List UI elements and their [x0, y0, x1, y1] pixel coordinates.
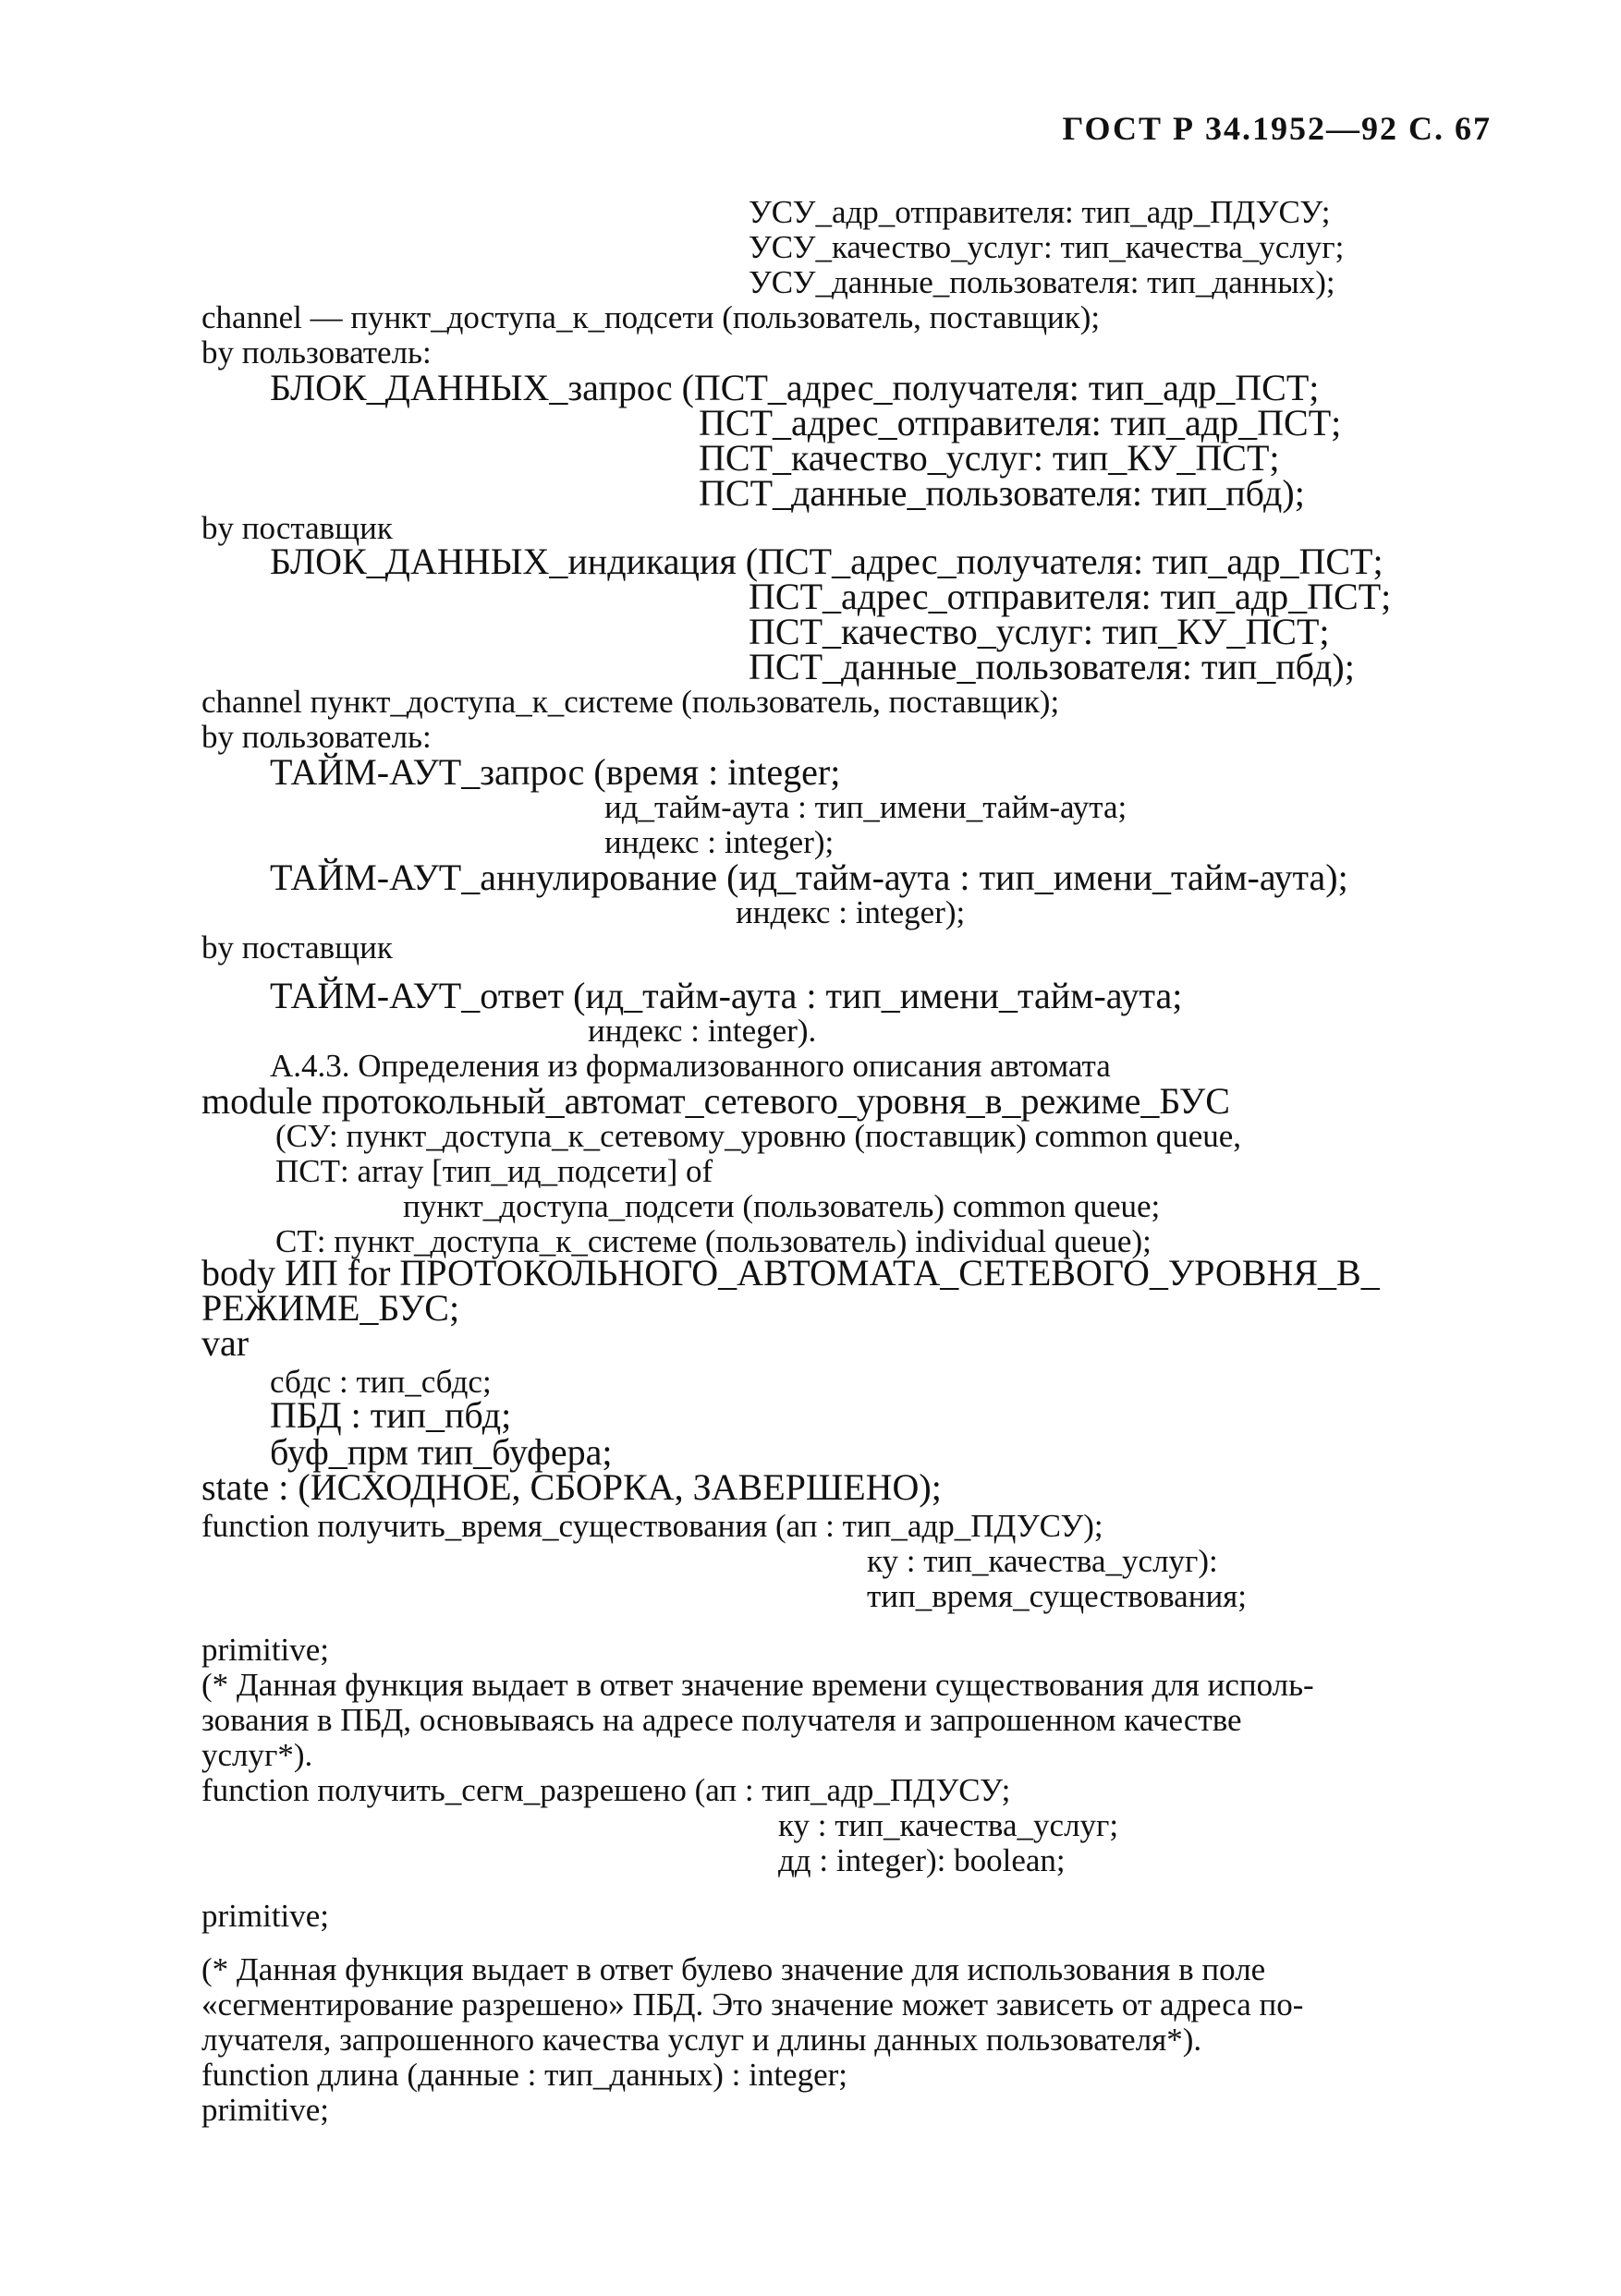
text-line: ПБД : тип_пбд;: [270, 1394, 512, 1436]
text-line: лучателя, запрошенного качества услуг и длины данных пользователя*).: [201, 2022, 1202, 2058]
text-line: зования в ПБД, основываясь на адресе получателя и запрошенном качестве: [201, 1702, 1242, 1738]
text-line: by поставщик: [201, 929, 393, 966]
text-line: тип_время_существования;: [867, 1578, 1247, 1614]
text-line: УСУ_адр_отправителя: тип_адр_ПДУСУ;: [749, 194, 1331, 230]
text-line: ПСТ_данные_пользователя: тип_пбд);: [699, 472, 1305, 514]
text-line: ПСТ_данные_пользователя: тип_пбд);: [749, 646, 1355, 687]
text-line: function получить_сегм_разрешено (ап : тип_адр_ПДУСУ;: [201, 1772, 1011, 1808]
text-line: УСУ_качество_услуг: тип_качества_услуг;: [749, 229, 1345, 265]
text-line: БЛОК_ДАННЫХ_индикация (ПСТ_адрес_получателя: тип_адр_ПСТ;: [270, 541, 1383, 582]
text-line: (* Данная функция выдает в ответ значение времени существования для исполь-: [201, 1667, 1314, 1703]
text-line: by пользователь:: [201, 719, 432, 755]
text-line: ПСТ_качество_услуг: тип_КУ_ПСТ;: [699, 437, 1280, 479]
text-line: ПСТ_качество_услуг: тип_КУ_ПСТ;: [749, 611, 1330, 652]
text-line: ТАЙМ-АУТ_запрос (время : integer;: [270, 751, 841, 793]
text-line: А.4.3. Определения из формализованного описания автомата: [270, 1048, 1111, 1084]
text-line: state : (ИСХОДНОЕ, СБОРКА, ЗАВЕРШЕНО);: [201, 1466, 942, 1508]
text-line: СТ: пункт_доступа_к_системе (пользователь) individual queue);: [275, 1223, 1152, 1259]
text-line: channel — пункт_доступа_к_подсети (пользователь, поставщик);: [201, 299, 1101, 335]
text-line: индекс : integer).: [588, 1013, 817, 1049]
text-line: дд : integer): boolean;: [778, 1842, 1066, 1878]
text-line: (СУ: пункт_доступа_к_сетевому_уровню (поставщик) common queue,: [275, 1118, 1242, 1154]
text-line: ид_тайм-аута : тип_имени_тайм-аута;: [604, 789, 1127, 825]
text-line: function получить_время_существования (ап : тип_адр_ПДУСУ);: [201, 1508, 1103, 1544]
text-line: услуг*).: [201, 1737, 313, 1773]
text-line: module протокольный_автомат_сетевого_уровня_в_режиме_БУС: [201, 1080, 1230, 1122]
text-line: ТАЙМ-АУТ_аннулирование (ид_тайм-аута : тип_имени_тайм-аута);: [270, 856, 1348, 898]
text-line: body ИП for ПРОТОКОЛЬНОГО_АВТОМАТА_СЕТЕВОГО_УРОВНЯ_В_: [201, 1252, 1380, 1294]
text-line: ПСТ: array [тип_ид_подсети] of: [275, 1153, 713, 1189]
text-line: primitive;: [201, 1898, 330, 1934]
text-line: by поставщик: [201, 510, 393, 546]
text-line: ку : тип_качества_услуг):: [867, 1543, 1218, 1579]
text-line: (* Данная функция выдает в ответ булево значение для использования в поле: [201, 1951, 1266, 1987]
text-line: channel пункт_доступа_к_системе (пользователь, поставщик);: [201, 684, 1060, 720]
text-line: ку : тип_качества_услуг;: [778, 1807, 1119, 1843]
text-line: БЛОК_ДАННЫХ_запрос (ПСТ_адрес_получателя: тип_адр_ПСТ;: [270, 367, 1320, 408]
text-line: by пользователь:: [201, 334, 432, 371]
text-line: function длина (данные : тип_данных) : integer;: [201, 2057, 847, 2093]
text-line: ПСТ_адрес_отправителя: тип_адр_ПСТ;: [749, 576, 1392, 617]
text-line: сбдс : тип_сбдс;: [270, 1364, 492, 1400]
text-line: «сегментирование разрешено» ПБД. Это значение может зависеть от адреса по-: [201, 1986, 1304, 2023]
text-line: РЕЖИМЕ_БУС;: [201, 1287, 460, 1329]
text-line: индекс : integer);: [736, 894, 966, 930]
text-line: индекс : integer);: [604, 824, 835, 860]
text-line: var: [201, 1322, 250, 1364]
text-line: ТАЙМ-АУТ_ответ (ид_тайм-аута : тип_имени_тайм-аута;: [270, 975, 1183, 1016]
text-line: пункт_доступа_подсети (пользователь) common queue;: [403, 1188, 1161, 1224]
text-line: primitive;: [201, 1632, 330, 1668]
text-line: буф_прм тип_буфера;: [270, 1431, 613, 1473]
text-line: УСУ_данные_пользователя: тип_данных);: [749, 264, 1335, 300]
page-header: ГОСТ Р 34.1952—92 С. 67: [1062, 110, 1492, 147]
text-line: primitive;: [201, 2092, 330, 2128]
text-line: ПСТ_адрес_отправителя: тип_адр_ПСТ;: [699, 402, 1342, 443]
